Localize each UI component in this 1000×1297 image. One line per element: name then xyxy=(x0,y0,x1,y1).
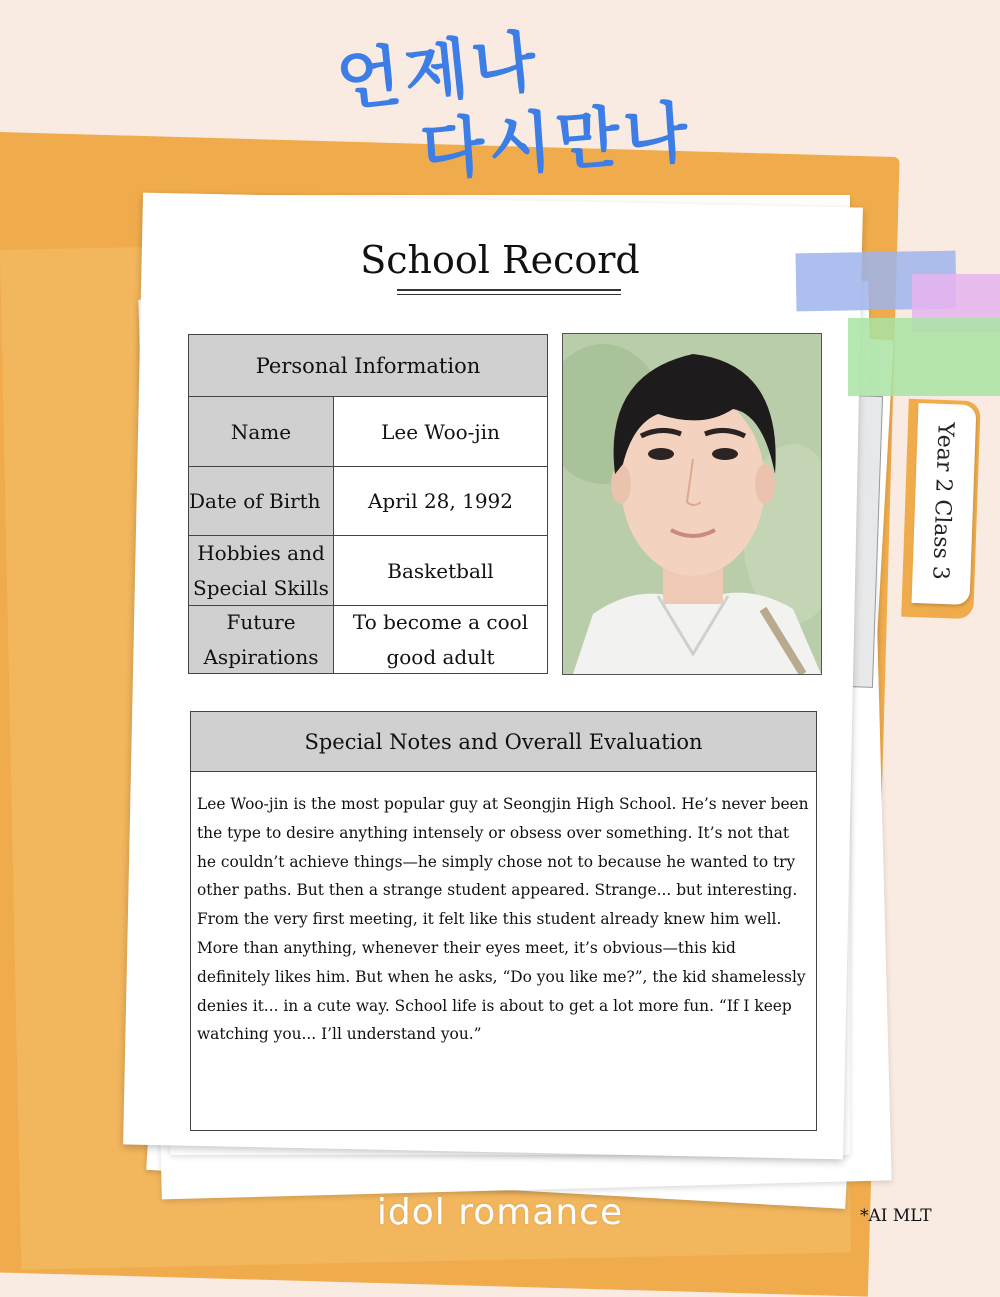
label-dob: Date of Birth xyxy=(189,467,334,536)
logo-line2: 다시만나 xyxy=(418,93,694,190)
label-hobbies: Hobbies and Special Skills xyxy=(189,536,334,606)
special-notes-header: Special Notes and Overall Evaluation xyxy=(191,712,816,772)
translator-note: *AI MLT xyxy=(860,1206,932,1226)
label-name: Name xyxy=(189,397,334,467)
student-photo xyxy=(562,333,822,675)
title-underline xyxy=(397,289,621,291)
logo-line1: 언제나 xyxy=(333,22,544,121)
value-hobbies: Basketball xyxy=(387,558,494,583)
tab-label-text: Year 2 Class 3 xyxy=(927,421,958,581)
personal-info-table xyxy=(188,334,548,674)
brand-watermark: idol romance xyxy=(376,1192,624,1233)
special-notes-body: Lee Woo-jin is the most popular guy at Seongjin High School. He’s never been the type to desire anything intensely or obsess over something. It’s not that he couldn’t achieve things—he simply chose not to because he wanted to try other paths. But then a strange student appeared. Strange... but interesting. From the very first meeting, it felt like this student already knew him well. More than anything, whenever their eyes meet, it’s obvious—this kid definitely likes him. But when he asks, “Do you like me?”, the kid shamelessly denies it... in a cute way. School life is about to get a lot more fun. “If I keep watching you... I’ll understand you.” xyxy=(197,795,809,1044)
portrait-illustration xyxy=(563,334,821,674)
page-title: School Record xyxy=(360,238,640,282)
value-aspirations: To become a cool good adult xyxy=(352,609,529,669)
label-aspirations: Future Aspirations xyxy=(189,606,334,673)
special-notes-section xyxy=(190,711,817,1131)
value-dob: April 28, 1992 xyxy=(367,489,514,513)
value-name: Lee Woo-jin xyxy=(381,419,500,444)
personal-info-header: Personal Information xyxy=(189,335,547,397)
sticky-tape-green xyxy=(848,318,1000,396)
title-underline xyxy=(397,294,621,295)
show-logo xyxy=(0,0,1000,190)
